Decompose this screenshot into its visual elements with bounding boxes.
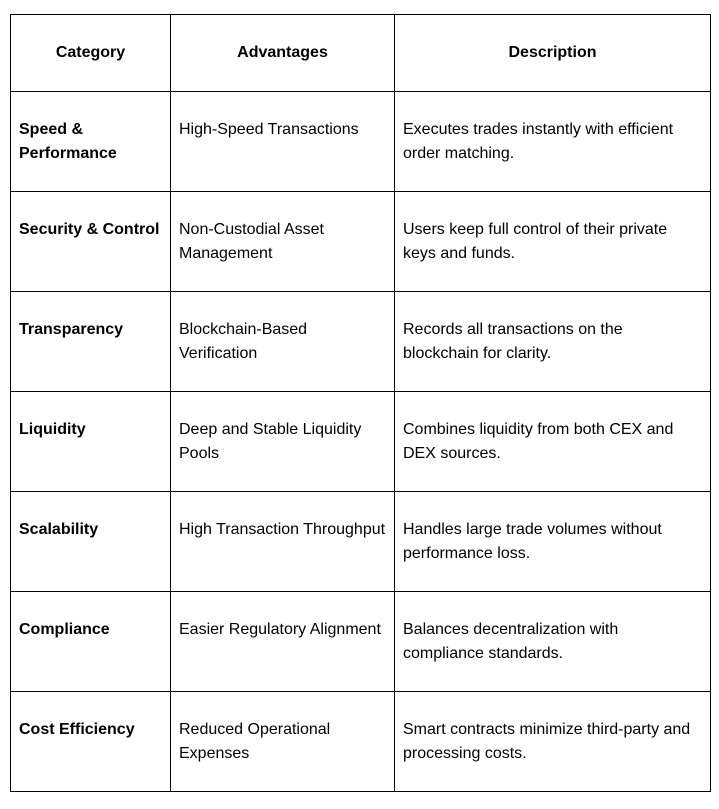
category-cell: Speed & Performance bbox=[11, 92, 171, 192]
table-row bbox=[11, 492, 711, 592]
category-cell: Transparency bbox=[11, 292, 171, 392]
category-cell: Scalability bbox=[11, 492, 171, 592]
table-row bbox=[11, 292, 711, 392]
table-row bbox=[11, 692, 711, 792]
category-cell: Cost Efficiency bbox=[11, 692, 171, 792]
description-cell: Records all transactions on the blockchain for clarity. bbox=[395, 292, 711, 392]
description-cell: Users keep full control of their private keys and funds. bbox=[395, 192, 711, 292]
description-cell: Combines liquidity from both CEX and DEX sources. bbox=[395, 392, 711, 492]
table-header bbox=[11, 15, 711, 92]
category-cell: Security & Control bbox=[11, 192, 171, 292]
advantage-cell: High-Speed Transactions bbox=[171, 92, 395, 192]
advantage-cell: Blockchain-Based Verification bbox=[171, 292, 395, 392]
description-cell: Balances decentralization with compliance standards. bbox=[395, 592, 711, 692]
table-row bbox=[11, 92, 711, 192]
category-cell: Liquidity bbox=[11, 392, 171, 492]
table-row bbox=[11, 192, 711, 292]
description-cell: Smart contracts minimize third-party and processing costs. bbox=[395, 692, 711, 792]
header-description: Description bbox=[395, 15, 711, 92]
advantage-cell: Reduced Operational Expenses bbox=[171, 692, 395, 792]
description-cell: Handles large trade volumes without performance loss. bbox=[395, 492, 711, 592]
description-cell: Executes trades instantly with efficient order matching. bbox=[395, 92, 711, 192]
header-row bbox=[11, 15, 711, 92]
advantage-cell: Easier Regulatory Alignment bbox=[171, 592, 395, 692]
table-row bbox=[11, 592, 711, 692]
advantage-cell: Non-Custodial Asset Management bbox=[171, 192, 395, 292]
advantage-cell: High Transaction Throughput bbox=[171, 492, 395, 592]
header-advantages: Advantages bbox=[171, 15, 395, 92]
table-body bbox=[11, 92, 711, 792]
advantage-cell: Deep and Stable Liquidity Pools bbox=[171, 392, 395, 492]
table-row bbox=[11, 392, 711, 492]
category-cell: Compliance bbox=[11, 592, 171, 692]
header-category: Category bbox=[11, 15, 171, 92]
advantages-table bbox=[10, 14, 711, 792]
